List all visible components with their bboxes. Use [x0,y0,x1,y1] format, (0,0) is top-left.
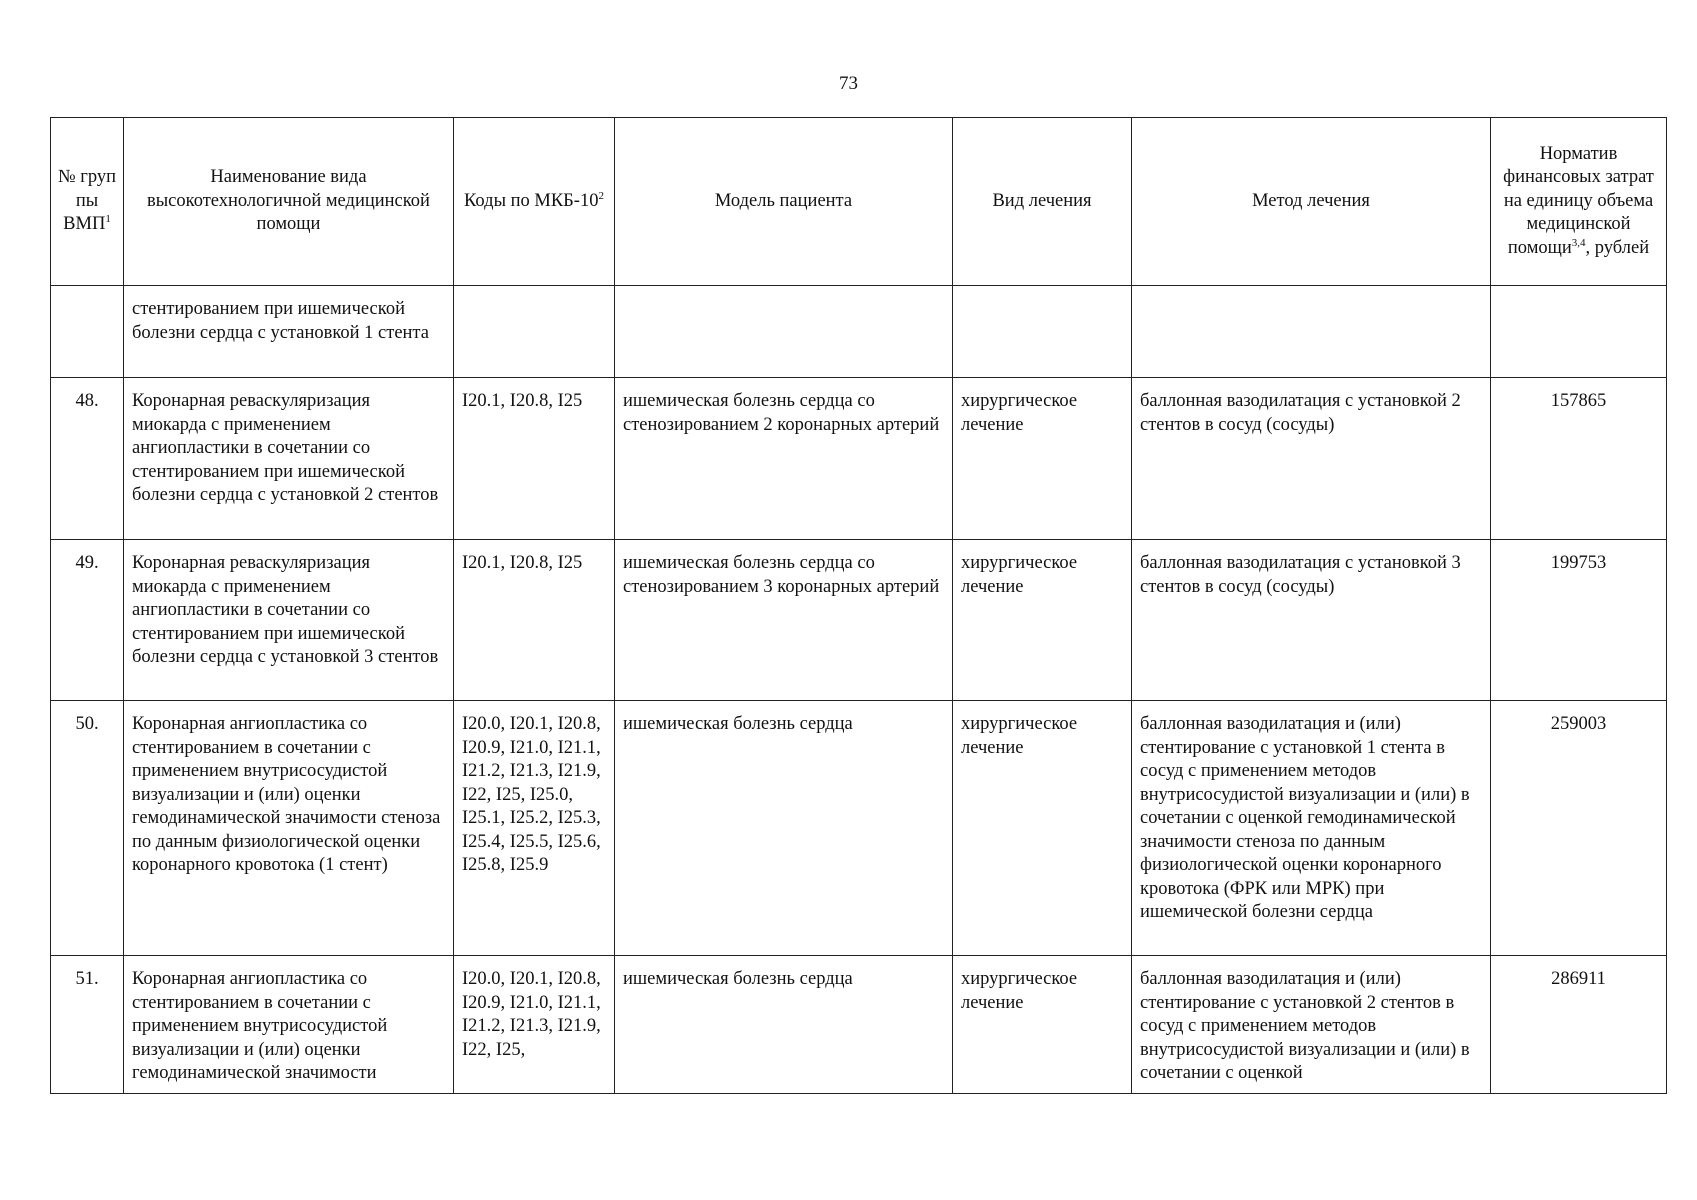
header-group-number [51,118,124,286]
header-care-type: Наименование вида высокотехнологичной медицинской помощи [124,118,454,286]
table-row [51,956,1667,1094]
cell-cost-norm: 286911 [1491,956,1667,1094]
cell-patient-model [615,286,953,378]
table-row [51,286,1667,378]
cell-treatment-method: баллонная вазодилатация с установкой 2 стентов в сосуд (сосуды) [1132,378,1491,540]
header-group-number-text: № груп пы ВМП [57,167,117,235]
cell-care-type: Коронарная реваскуляризация миокарда с применением ангиопластики в сочетании со стентированием при ишемической болезни сердца с установкой 3 стентов [124,540,454,701]
cell-patient-model: ишемическая болезнь сердца [615,956,953,1094]
cell-care-type: стентированием при ишемической болезни сердца с установкой 1 стента [124,286,454,378]
footnote-mark: 2 [598,189,604,202]
cell-icd-codes [454,286,615,378]
header-icd-codes-text: Коды по МКБ-10 [464,190,599,211]
cell-cost-norm: 157865 [1491,378,1667,540]
cell-treatment-method: баллонная вазодилатация с установкой 3 стентов в сосуд (сосуды) [1132,540,1491,701]
cell-treatment-method [1132,286,1491,378]
cell-treatment-type: хирургическое лечение [953,540,1132,701]
cell-group-number: 48. [51,378,124,540]
cell-group-number: 51. [51,956,124,1094]
cell-group-number: 50. [51,701,124,956]
cell-icd-codes: I20.1, I20.8, I25 [454,378,615,540]
cell-icd-codes: I20.0, I20.1, I20.8, I20.9, I21.0, I21.1, I21.2, I21.3, I21.9, I22, I25, I25.0, I25.1, I25.2, I25.3, I25.4, I25.5, I25.6, I25.8, I25.9 [454,701,615,956]
table-row [51,701,1667,956]
cell-cost-norm: 259003 [1491,701,1667,956]
header-cost-norm [1491,118,1667,286]
header-cost-norm-text: Норматив финансовых затрат на единицу объема медицинской помощи [1503,143,1654,258]
cell-cost-norm [1491,286,1667,378]
cell-cost-norm: 199753 [1491,540,1667,701]
footnote-mark: 1 [105,213,111,226]
cell-group-number [51,286,124,378]
cell-care-type: Коронарная ангиопластика со стентированием в сочетании с применением внутрисосудистой визуализации и (или) оценки гемодинамической значимости стеноза по данным физиологической оценки коронарного кровотока (1 стент) [124,701,454,956]
header-icd-codes [454,118,615,286]
cell-icd-codes: I20.1, I20.8, I25 [454,540,615,701]
footnote-mark: 3,4 [1571,236,1586,249]
cell-treatment-method: баллонная вазодилатация и (или) стентирование с установкой 2 стентов в сосуд с применением методов внутрисосудистой визуализации и (или) в сочетании с оценкой [1132,956,1491,1094]
cell-patient-model: ишемическая болезнь сердца [615,701,953,956]
cell-care-type: Коронарная ангиопластика со стентированием в сочетании с применением внутрисосудистой визуализации и (или) оценки гемодинамической значимости [124,956,454,1094]
table-header-row [51,118,1667,286]
cell-treatment-type: хирургическое лечение [953,701,1132,956]
header-patient-model: Модель пациента [615,118,953,286]
cell-icd-codes: I20.0, I20.1, I20.8, I20.9, I21.0, I21.1, I21.2, I21.3, I21.9, I22, I25, [454,956,615,1094]
vmp-table [50,117,1667,1094]
cell-treatment-type [953,286,1132,378]
header-cost-norm-unit: , рублей [1585,237,1650,258]
page-number: 73 [839,73,858,94]
cell-treatment-method: баллонная вазодилатация и (или) стентирование с установкой 1 стента в сосуд с применением методов внутрисосудистой визуализации и (или) в сочетании с оценкой гемодинамической значимости стеноза по данным физиологической оценки коронарного кровотока (ФРК или МРК) при ишемической болезни сердца [1132,701,1491,956]
cell-group-number: 49. [51,540,124,701]
cell-patient-model: ишемическая болезнь сердца со стенозированием 3 коронарных артерий [615,540,953,701]
cell-care-type: Коронарная реваскуляризация миокарда с применением ангиопластики в сочетании со стентированием при ишемической болезни сердца с установкой 2 стентов [124,378,454,540]
header-treatment-type: Вид лечения [953,118,1132,286]
cell-patient-model: ишемическая болезнь сердца со стенозированием 2 коронарных артерий [615,378,953,540]
cell-treatment-type: хирургическое лечение [953,956,1132,1094]
cell-treatment-type: хирургическое лечение [953,378,1132,540]
table-row [51,540,1667,701]
header-treatment-method: Метод лечения [1132,118,1491,286]
table-row [51,378,1667,540]
